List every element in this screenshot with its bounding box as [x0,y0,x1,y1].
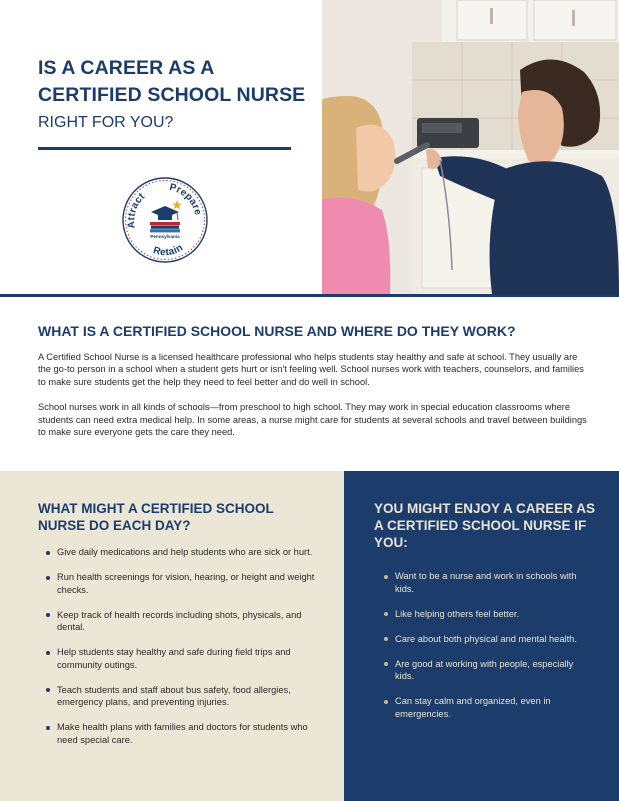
list-item: Keep track of health records including shots, physicals, and dental. [46,609,324,634]
title-underline [38,147,291,150]
header-divider [0,294,619,297]
attract-prepare-retain-seal-icon [121,176,209,264]
seal-text-right: Prepare [168,182,204,217]
list-item: Teach students and staff about bus safety, food allergies, emergency plans, and preventing injuries. [46,684,324,709]
section-paragraph: School nurses work in all kinds of schools—from preschool to high school. They may work in special education classrooms where students can need extra medical help. In some areas, a nurse might care for students at several schools and travel between buildings to make sure everyone gets the care they need. [38,402,587,438]
panel-heading: YOU MIGHT ENJOY A CAREER AS A CERTIFIED SCHOOL NURSE IF YOU: [374,501,596,550]
list-item: Run health screenings for vision, hearing, or height and weight checks. [46,571,324,596]
nurse-examining-student-photo [322,0,619,294]
list-item: Care about both physical and mental health. [384,633,589,646]
section-heading: WHAT IS A CERTIFIED SCHOOL NURSE AND WHERE DO THEY WORK? [38,323,516,339]
duties-list [46,546,324,759]
list-item: Help students stay healthy and safe during field trips and community outings. [46,646,324,671]
list-item: Are good at working with people, especially kids. [384,658,589,683]
section-paragraph: A Certified School Nurse is a licensed healthcare professional who helps students stay healthy and safe at school. They usually are the go-to person in a school when a student gets hurt or isn't feeling well. School nurses work with teachers, counselors, and families to make sure students get the help they need to feel better and do well in school. [38,352,584,387]
traits-list [384,570,589,733]
title-line-1: IS A CAREER AS A [38,57,215,79]
header [0,0,619,294]
page-title [38,55,308,135]
title-line-3: RIGHT FOR YOU? [38,114,174,131]
panel-enjoy-career [344,471,619,801]
title-line-2: CERTIFIED SCHOOL NURSE [38,84,306,106]
list-item: Can stay calm and organized, even in emergencies. [384,695,589,720]
panel-daily-duties [0,471,344,801]
seal-text-bottom: Retain [151,242,186,259]
seal-text-left: Attract [125,191,148,230]
list-item: Like helping others feel better. [384,608,589,621]
list-item: Want to be a nurse and work in schools with kids. [384,570,589,595]
section-what-where [38,321,590,438]
list-item: Give daily medications and help students who are sick or hurt. [46,546,324,559]
panel-heading: WHAT MIGHT A CERTIFIED SCHOOL NURSE DO EACH DAY? [38,501,274,533]
list-item: Make health plans with families and doctors for students who need special care. [46,721,324,746]
seal-text-center: Pennsylvania [150,234,180,239]
